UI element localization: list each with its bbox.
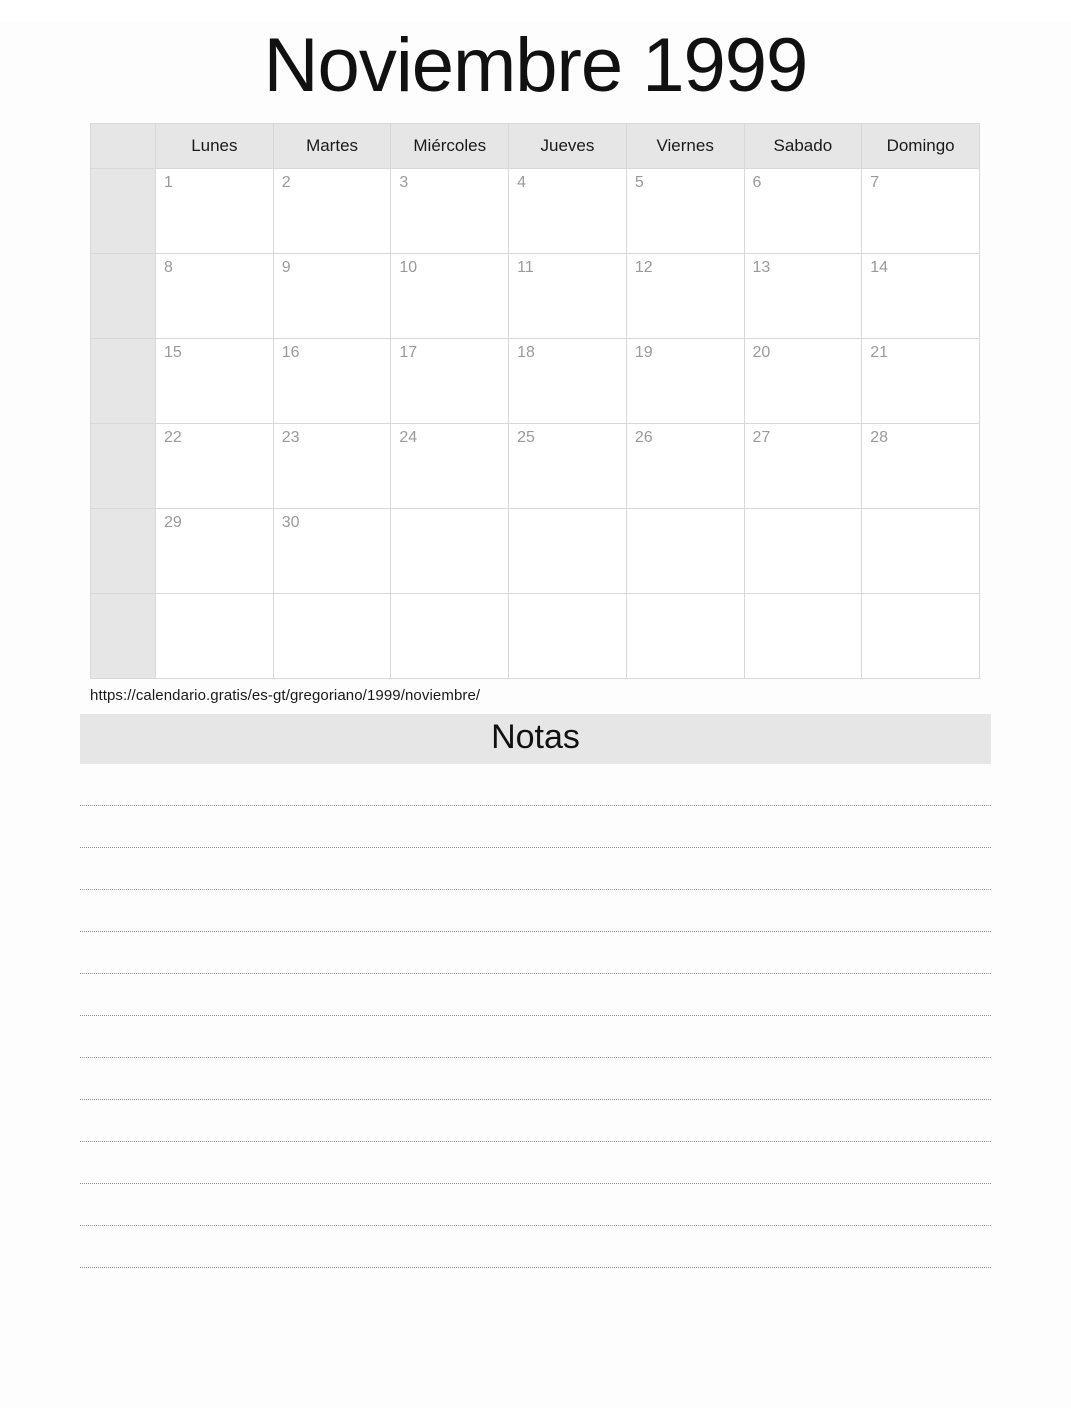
day-cell[interactable]: [273, 424, 391, 509]
day-number: 30: [281, 514, 300, 532]
day-number: [627, 509, 744, 515]
day-cell[interactable]: [744, 254, 862, 339]
day-number: 5: [634, 174, 644, 192]
day-number: 22: [164, 429, 182, 447]
note-line[interactable]: [80, 932, 991, 974]
day-cell[interactable]: [156, 594, 274, 679]
day-cell[interactable]: [391, 254, 509, 339]
day-cell[interactable]: [509, 339, 627, 424]
day-number: 11: [517, 259, 534, 277]
note-line[interactable]: [80, 1142, 991, 1184]
day-number: [391, 594, 508, 600]
day-cell[interactable]: [862, 424, 980, 509]
day-number: 27: [752, 429, 771, 447]
day-cell[interactable]: [626, 169, 744, 254]
notes-section: [80, 714, 991, 1268]
day-number: [862, 594, 979, 600]
weekday-header-sabado: Sabado: [744, 124, 862, 169]
day-cell[interactable]: [626, 339, 744, 424]
week-label-cell: [91, 424, 156, 509]
note-line[interactable]: [80, 1184, 991, 1226]
calendar-page: [0, 22, 1071, 1408]
day-number: 14: [870, 259, 889, 277]
day-cell[interactable]: [862, 169, 980, 254]
weekday-header-martes: Martes: [273, 124, 391, 169]
day-cell[interactable]: [744, 424, 862, 509]
day-number: 23: [281, 429, 300, 447]
day-cell[interactable]: [273, 509, 391, 594]
day-number: 28: [870, 429, 889, 447]
note-line[interactable]: [80, 1016, 991, 1058]
day-cell[interactable]: [273, 339, 391, 424]
day-number: 16: [281, 344, 300, 362]
day-cell[interactable]: [156, 169, 274, 254]
day-cell[interactable]: [391, 509, 509, 594]
day-cell[interactable]: [509, 424, 627, 509]
note-line[interactable]: [80, 848, 991, 890]
day-number: [274, 594, 391, 600]
day-number: [627, 594, 744, 600]
day-number: 20: [752, 344, 771, 362]
day-number: 9: [281, 259, 291, 277]
day-number: 7: [870, 174, 880, 192]
week-label-cell: [91, 594, 156, 679]
day-number: [745, 509, 862, 515]
day-number: 4: [517, 174, 527, 192]
day-number: 29: [164, 514, 182, 532]
day-cell[interactable]: [273, 254, 391, 339]
weekday-header-viernes: Viernes: [626, 124, 744, 169]
day-cell[interactable]: [391, 169, 509, 254]
calendar-body: [91, 169, 980, 679]
weekday-header-domingo: Domingo: [862, 124, 980, 169]
week-label-cell: [91, 509, 156, 594]
day-number: 25: [517, 429, 535, 447]
note-line[interactable]: [80, 806, 991, 848]
note-line[interactable]: [80, 1100, 991, 1142]
day-number: 3: [399, 174, 409, 192]
note-line[interactable]: [80, 1226, 991, 1268]
calendar-week-row: [91, 339, 980, 424]
day-number: 8: [164, 259, 173, 277]
day-number: 26: [634, 429, 653, 447]
day-cell[interactable]: [744, 339, 862, 424]
day-cell[interactable]: [744, 594, 862, 679]
note-line[interactable]: [80, 1058, 991, 1100]
day-cell[interactable]: [862, 594, 980, 679]
week-label-cell: [91, 169, 156, 254]
calendar-corner-cell: [91, 124, 156, 169]
day-number: 17: [399, 344, 418, 362]
note-line[interactable]: [80, 764, 991, 806]
day-cell[interactable]: [509, 169, 627, 254]
week-label-cell: [91, 339, 156, 424]
day-cell[interactable]: [391, 594, 509, 679]
day-cell[interactable]: [273, 594, 391, 679]
note-line[interactable]: [80, 974, 991, 1016]
day-cell[interactable]: [626, 254, 744, 339]
day-number: 19: [634, 344, 653, 362]
day-number: 12: [634, 259, 653, 277]
weekday-header-jueves: Jueves: [509, 124, 627, 169]
day-cell[interactable]: [509, 254, 627, 339]
day-number: [745, 594, 862, 600]
source-url[interactable]: https://calendario.gratis/es-gt/gregoriano/1999/noviembre/: [90, 687, 481, 705]
day-number: 13: [752, 259, 771, 277]
day-number: 18: [517, 344, 535, 362]
day-number: [862, 509, 979, 515]
day-number: [509, 509, 626, 515]
day-cell[interactable]: [509, 594, 627, 679]
day-cell[interactable]: [509, 509, 627, 594]
day-cell[interactable]: [156, 509, 274, 594]
note-line[interactable]: [80, 890, 991, 932]
day-cell[interactable]: [156, 424, 274, 509]
day-cell[interactable]: [156, 339, 274, 424]
calendar-week-row: [91, 424, 980, 509]
day-cell[interactable]: [626, 594, 744, 679]
page-title: Noviembre 1999: [263, 23, 808, 108]
calendar-week-row: [91, 509, 980, 594]
day-number: 21: [870, 344, 889, 362]
day-cell[interactable]: [391, 424, 509, 509]
day-cell[interactable]: [862, 254, 980, 339]
day-number: [391, 509, 508, 515]
day-cell[interactable]: [744, 169, 862, 254]
calendar-week-row: [91, 169, 980, 254]
day-number: 24: [399, 429, 418, 447]
day-number: [509, 594, 626, 600]
day-number: [156, 594, 273, 600]
day-number: 15: [164, 344, 182, 362]
day-cell[interactable]: [744, 509, 862, 594]
day-number: 2: [281, 174, 291, 192]
day-cell[interactable]: [626, 424, 744, 509]
calendar-table: [90, 123, 980, 679]
day-cell[interactable]: [391, 339, 509, 424]
day-number: 10: [399, 259, 418, 277]
calendar-week-row: [91, 594, 980, 679]
week-label-cell: [91, 254, 156, 339]
calendar-week-row: [91, 254, 980, 339]
day-number: 6: [752, 174, 762, 192]
weekday-header-lunes: Lunes: [156, 124, 274, 169]
day-cell[interactable]: [156, 254, 274, 339]
weekday-header-miercoles: Miércoles: [391, 124, 509, 169]
day-number: 1: [164, 174, 173, 192]
calendar-container: [90, 123, 981, 679]
day-cell[interactable]: [862, 339, 980, 424]
calendar-header-row: [91, 124, 980, 169]
notes-title: Notas: [80, 714, 991, 764]
day-cell[interactable]: [273, 169, 391, 254]
day-cell[interactable]: [626, 509, 744, 594]
day-cell[interactable]: [862, 509, 980, 594]
